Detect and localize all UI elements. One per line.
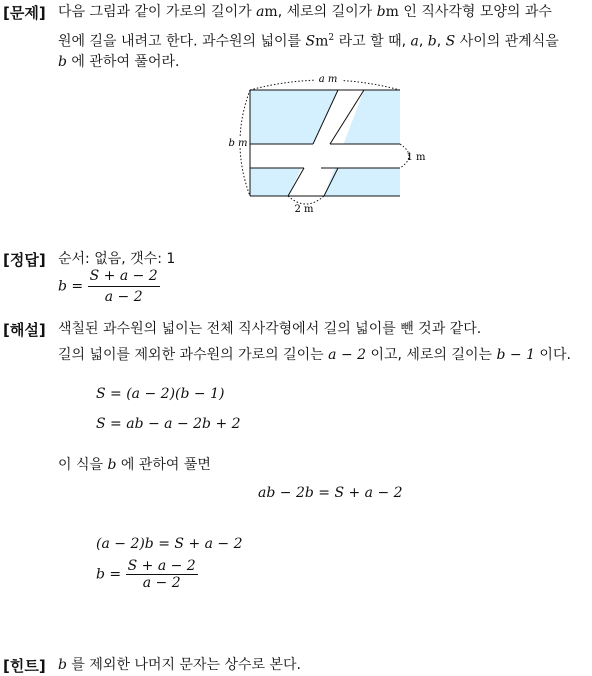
orchard-figure bbox=[226, 72, 426, 217]
solution-line-3: 이 식을 b 에 관하여 풀면 bbox=[58, 457, 211, 473]
hint-tag: [힌트] bbox=[3, 657, 46, 675]
problem-line-3: b 에 관하여 풀어라. bbox=[58, 54, 180, 70]
solution-line-2: 길의 넓이를 제외한 과수원의 가로의 길이는 a − 2 이고, 세로의 길이는 b − 1 이다. bbox=[58, 347, 571, 363]
answer-equation: b = $\frac{S + a - 2}{a - 2}$ bbox=[58, 268, 158, 305]
solution-eq-1: S = (a − 2)(b − 1) bbox=[96, 386, 225, 402]
solution-eq-3: ab − 2b = S + a − 2 bbox=[258, 485, 403, 501]
problem-tag: [문제] bbox=[3, 4, 46, 22]
solution-eq-4: (a − 2)b = S + a − 2 bbox=[96, 536, 243, 552]
solution-eq-2: S = ab − a − 2b + 2 bbox=[96, 416, 241, 432]
hint-text: b 를 제외한 나머지 문자는 상수로 본다. bbox=[58, 657, 301, 673]
problem-line-1: 다음 그림과 같이 가로의 길이가 am, 세로의 길이가 bm 인 직사각형 모양의 과수 bbox=[58, 4, 552, 20]
answer-tag: [정답] bbox=[3, 251, 46, 269]
solution-eq-5: b = $\frac{S + a - 2}{a - 2}$ bbox=[96, 558, 196, 591]
problem-line-2: 원에 길을 내려고 한다. 과수원의 넓이를 Sm$^2$ 라고 할 때, a, b, S 사이의 관계식을 bbox=[58, 33, 559, 50]
answer-summary: 순서: 없음, 갯수: 1 bbox=[58, 251, 176, 267]
solution-line-1: 색칠된 과수원의 넓이는 전체 직사각형에서 길의 넓이를 뺀 것과 같다. bbox=[58, 321, 482, 337]
label-bottom: 2 m bbox=[294, 204, 314, 215]
label-top: a m bbox=[318, 74, 338, 85]
label-right: 1 m bbox=[406, 152, 426, 163]
label-left: b m bbox=[228, 138, 248, 149]
solution-tag: [해설] bbox=[3, 321, 46, 339]
orchard-fields bbox=[250, 90, 400, 196]
